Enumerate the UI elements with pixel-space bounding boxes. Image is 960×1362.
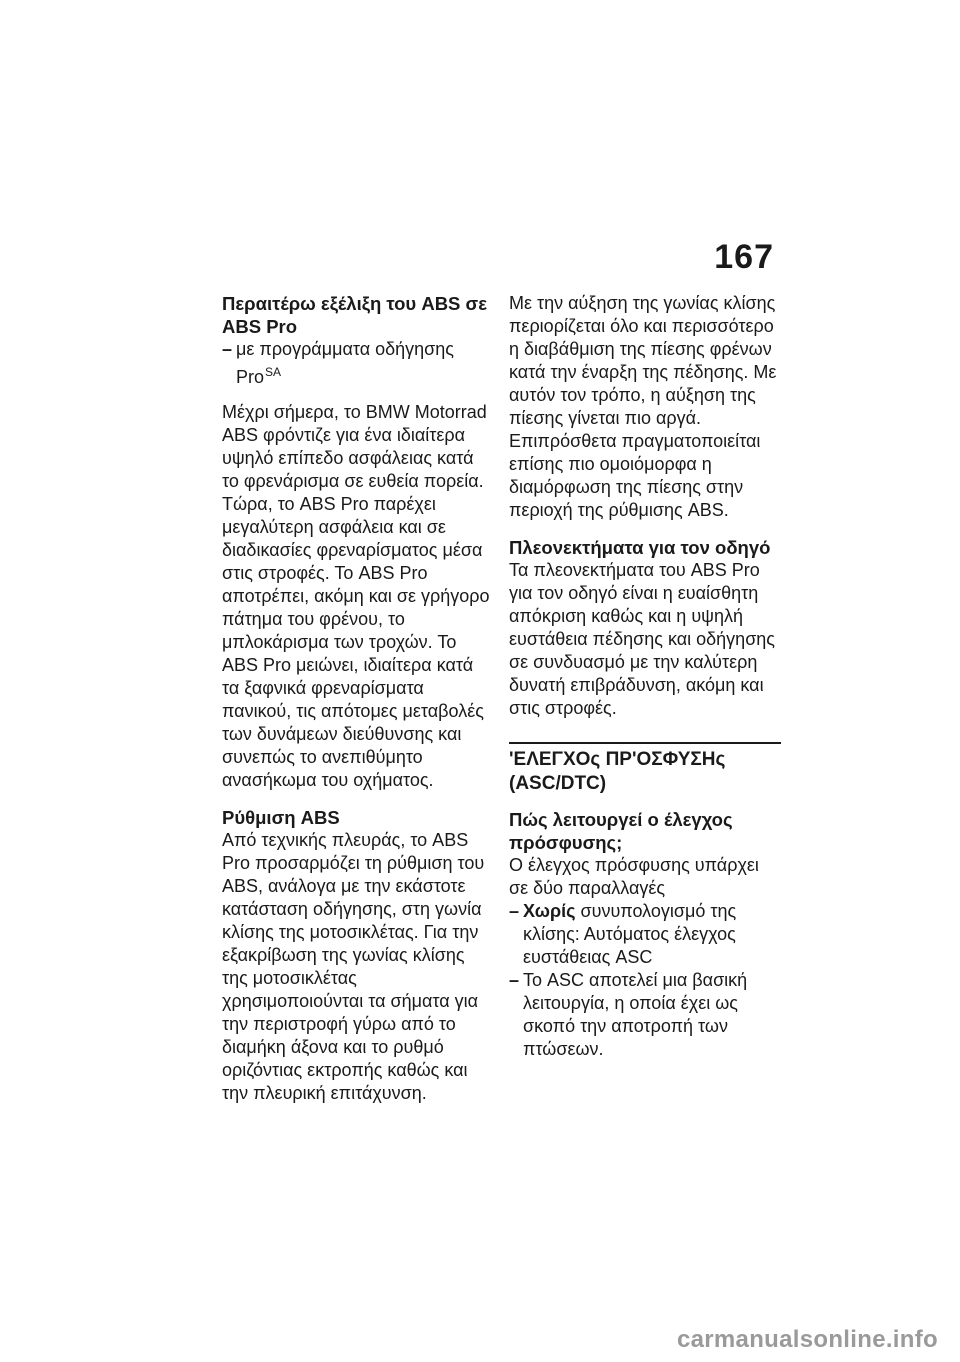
paragraph-setting: Από τεχνικής πλευράς, το ABS Pro προσαρμόζει τη ρύθμιση του ABS, ανάλογα με την εκάστοτε κατάσταση οδήγησης, στη γωνία κλίσης της μοτοσικλέτας. Για την εξακρίβωση της γωνίας κλίσης της μοτοσικλέτας χρησιμοποιούνται τα σήματα για την περιστροφή γύρω από το διαμήκη άξονα και το ρυθμό οριζόντιας εκτροπής καθώς και την πλευρική επιτάχυνση. <box>222 830 485 1103</box>
heading-rider-benefits: Πλεονεκτήματα για τον οδηγό <box>509 537 771 558</box>
list-item: – Χωρίς συνυπολογισμό της κλίσης: Αυτόματος έλεγχος ευστάθειας ASC <box>509 901 737 967</box>
heading-abs-pro-evolution: Περαιτέρω εξέλιξη του ABS σε ABS Pro <box>222 293 487 337</box>
list-item: – με προγράμματα οδήγησης Pro$^{SA}$ <box>222 339 454 387</box>
emphasis-without: Χωρίς <box>523 901 576 921</box>
watermark: carmanualsonline.info <box>676 1326 938 1353</box>
sa-superscript: SA <box>265 365 282 379</box>
list-item: – Το ASC αποτελεί μια βασική λειτουργία, η οποία έχει ως σκοπό την αποτροπή των πτώσεων. <box>509 970 748 1059</box>
dash-bullet: – <box>222 339 233 359</box>
right-column <box>509 292 781 1061</box>
modes-list <box>222 338 492 389</box>
page-number: 167 <box>714 238 774 276</box>
variants-list <box>509 900 781 1061</box>
section-title-traction-control: 'ΕΛΕΓΧΟς ΠΡ'ΟΣΦΥΣΗς (ASC/DTC) <box>509 749 726 794</box>
dash-bullet: – <box>509 901 520 921</box>
paragraph-variants: Ο έλεγχος πρόσφυσης υπάρχει σε δύο παραλλαγές <box>509 855 759 898</box>
left-column <box>222 292 492 1105</box>
paragraph-benefits: Τα πλεονεκτήματα του ABS Pro για τον οδηγό είναι η ευαίσθητη απόκριση καθώς και η υψηλή ευστάθεια πέδησης και οδήγησης σε συνδυασμό με την καλύτερη δυνατή επιβράδυνση, ακόμη και στις στροφές. <box>509 560 775 718</box>
heading-how-it-works: Πώς λειτουργεί ο έλεγχος πρόσφυσης; <box>509 809 733 853</box>
section-divider <box>509 742 781 796</box>
paragraph-lean-angle: Με την αύξηση της γωνίας κλίσης περιορίζεται όλο και περισσότερο η διαβάθμιση της πίεσης φρένων κατά την έναρξη της πέδησης. Με αυτόν τον τρόπο, η αύξηση της πίεσης γίνεται πιο αργά. Επιπρόσθετα πραγματοποιείται επίσης πιο ομοιόμορφα η διαμόρφωση της πίεσης στην περιοχή της ρύθμισης ABS. <box>509 293 777 520</box>
heading-abs-setting: Ρύθμιση ABS <box>222 807 340 828</box>
paragraph-intro: Μέχρι σήμερα, το BMW Motorrad ABS φρόντιζε για ένα ιδιαίτερα υψηλό επίπεδο ασφάλειας κατά το φρενάρισμα σε ευθεία πορεία. Τώρα, το ABS Pro παρέχει μεγαλύτερη ασφάλεια και σε διαδικασίες φρεναρίσματος μέσα στις στροφές. Το ABS Pro αποτρέπει, ακόμη και σε γρήγορο πάτημα του φρένου, το μπλοκάρισμα των τροχών. Το ABS Pro μειώνει, ιδιαίτερα κατά τα ξαφνικά φρεναρίσματα πανικού, τις απότομες μεταβολές των δυνάμεων διεύθυνσης και συνεπώς το ανεπιθύμητο ανασήκωμα του οχήματος. <box>222 402 490 790</box>
dash-bullet: – <box>509 970 520 990</box>
